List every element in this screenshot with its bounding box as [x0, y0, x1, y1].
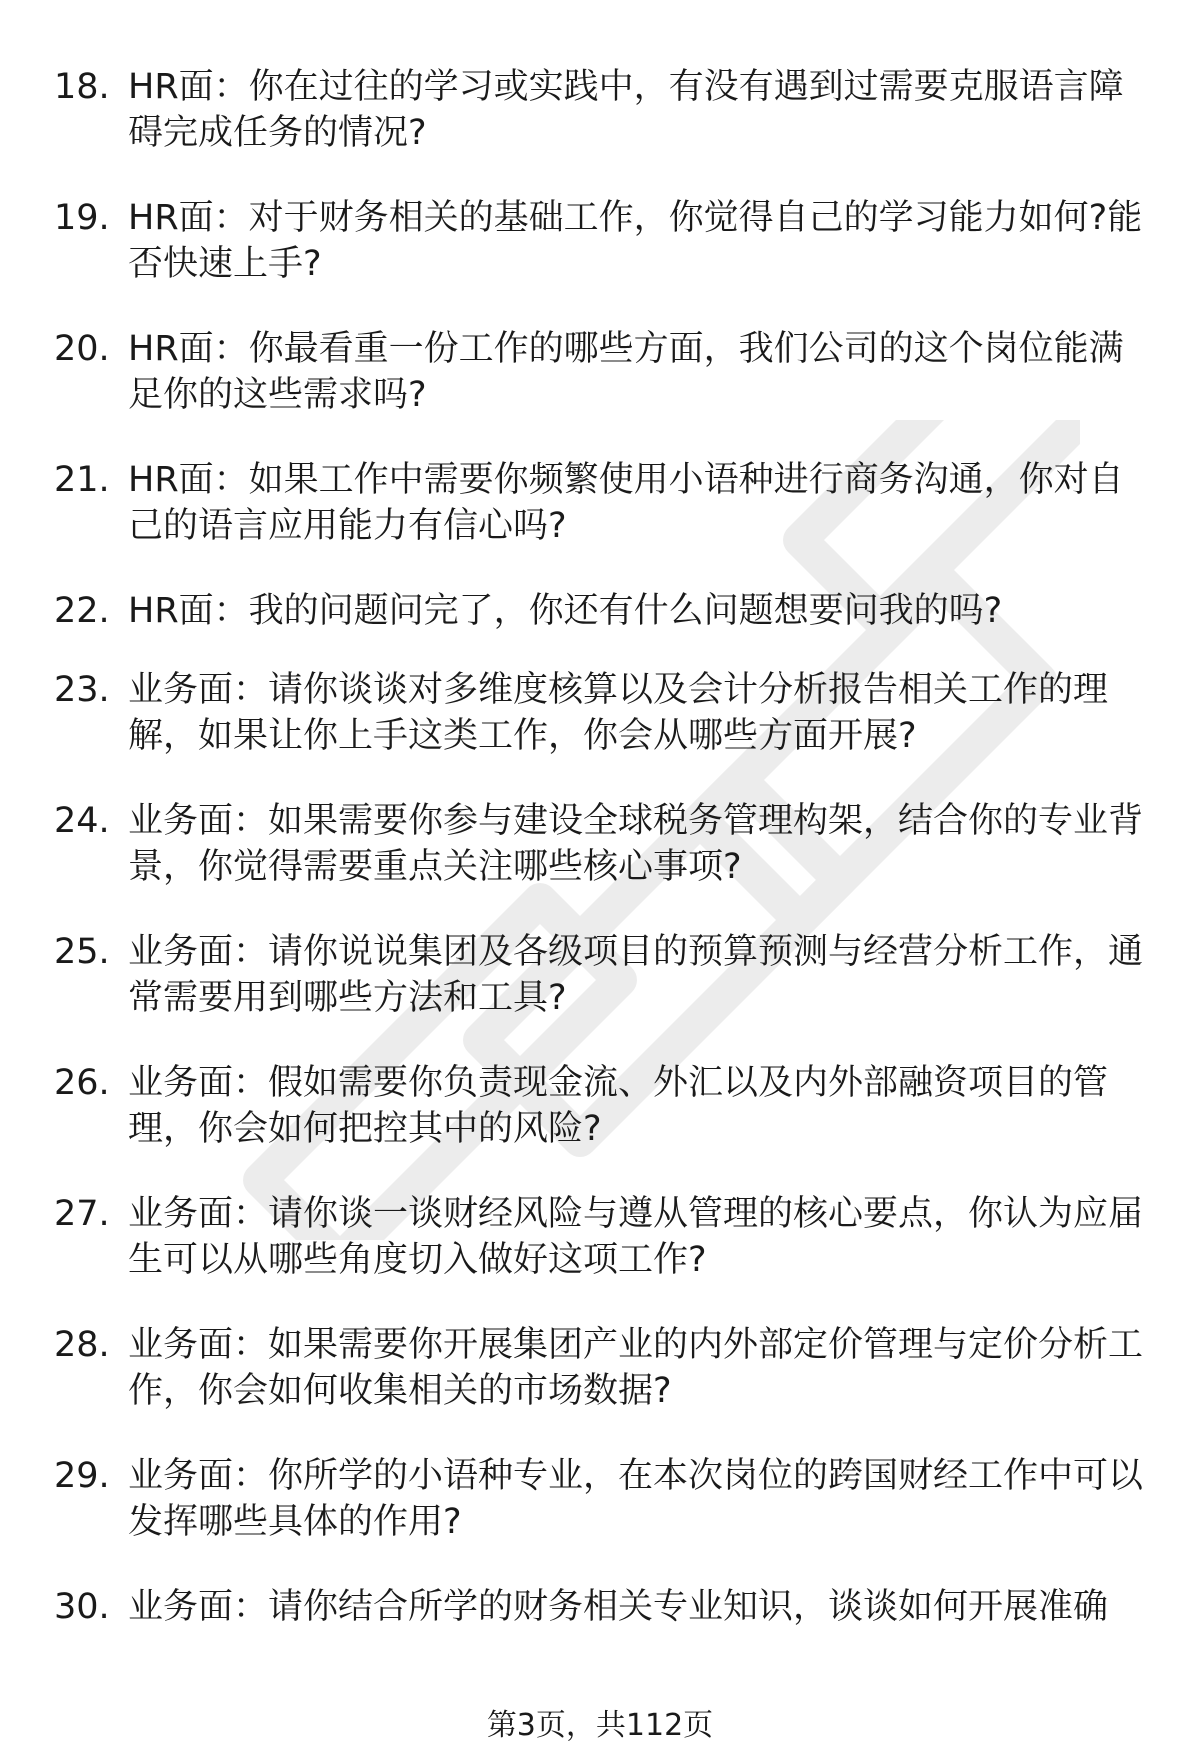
question-number: 19.: [54, 198, 110, 238]
list-item: [0, 1316, 1200, 1447]
question-number: 20.: [54, 329, 110, 369]
list-item: [0, 320, 1200, 451]
question-text: HR面：对于财务相关的基础工作，你觉得自己的学习能力如何?能否快速上手?: [128, 198, 1143, 284]
question-list: [0, 58, 1200, 1638]
list-item: [0, 1185, 1200, 1316]
question-number: 28.: [54, 1325, 110, 1365]
list-item: [0, 451, 1200, 582]
question-number: 25.: [54, 932, 110, 972]
list-item: [0, 792, 1200, 923]
list-item: [0, 1054, 1200, 1185]
question-text: HR面：我的问题问完了，你还有什么问题想要问我的吗?: [128, 591, 1003, 631]
question-text: 业务面：如果需要你开展集团产业的内外部定价管理与定价分析工作，你会如何收集相关的市场数据?: [128, 1325, 1144, 1411]
list-item: [0, 58, 1200, 189]
question-text: 业务面：请你说说集团及各级项目的预算预测与经营分析工作，通常需要用到哪些方法和工具?: [128, 932, 1144, 1018]
question-text: 业务面：请你谈一谈财经风险与遵从管理的核心要点，你认为应届生可以从哪些角度切入做好这项工作?: [128, 1194, 1144, 1280]
list-item: [0, 1578, 1200, 1638]
question-text: HR面：如果工作中需要你频繁使用小语种进行商务沟通，你对自己的语言应用能力有信心吗?: [128, 460, 1124, 546]
list-item: [0, 1447, 1200, 1578]
question-text: 业务面：请你结合所学的财务相关专业知识，谈谈如何开展准确: [128, 1587, 1109, 1627]
question-text: HR面：你在过往的学习或实践中，有没有遇到过需要克服语言障碍完成任务的情况?: [128, 67, 1124, 153]
list-item: [0, 189, 1200, 320]
question-text: 业务面：你所学的小语种专业，在本次岗位的跨国财经工作中可以发挥哪些具体的作用?: [128, 1456, 1144, 1542]
question-text: 业务面：假如需要你负责现金流、外汇以及内外部融资项目的管理，你会如何把控其中的风险?: [128, 1063, 1109, 1149]
question-number: 26.: [54, 1063, 110, 1103]
question-text: 业务面：如果需要你参与建设全球税务管理构架，结合你的专业背景，你觉得需要重点关注哪些核心事项?: [128, 801, 1144, 887]
list-item: [0, 923, 1200, 1054]
question-number: 24.: [54, 801, 110, 841]
question-number: 23.: [54, 670, 110, 710]
question-number: 29.: [54, 1456, 110, 1496]
list-item: [0, 661, 1200, 792]
question-text: HR面：你最看重一份工作的哪些方面，我们公司的这个岗位能满足你的这些需求吗?: [128, 329, 1124, 415]
list-item: [0, 582, 1200, 661]
page-footer: 第3页，共112页: [486, 1708, 714, 1743]
question-number: 22.: [54, 591, 110, 631]
question-number: 21.: [54, 460, 110, 500]
question-number: 30.: [54, 1587, 110, 1627]
question-number: 27.: [54, 1194, 110, 1234]
question-text: 业务面：请你谈谈对多维度核算以及会计分析报告相关工作的理解，如果让你上手这类工作，你会从哪些方面开展?: [128, 670, 1109, 756]
question-number: 18.: [54, 67, 110, 107]
